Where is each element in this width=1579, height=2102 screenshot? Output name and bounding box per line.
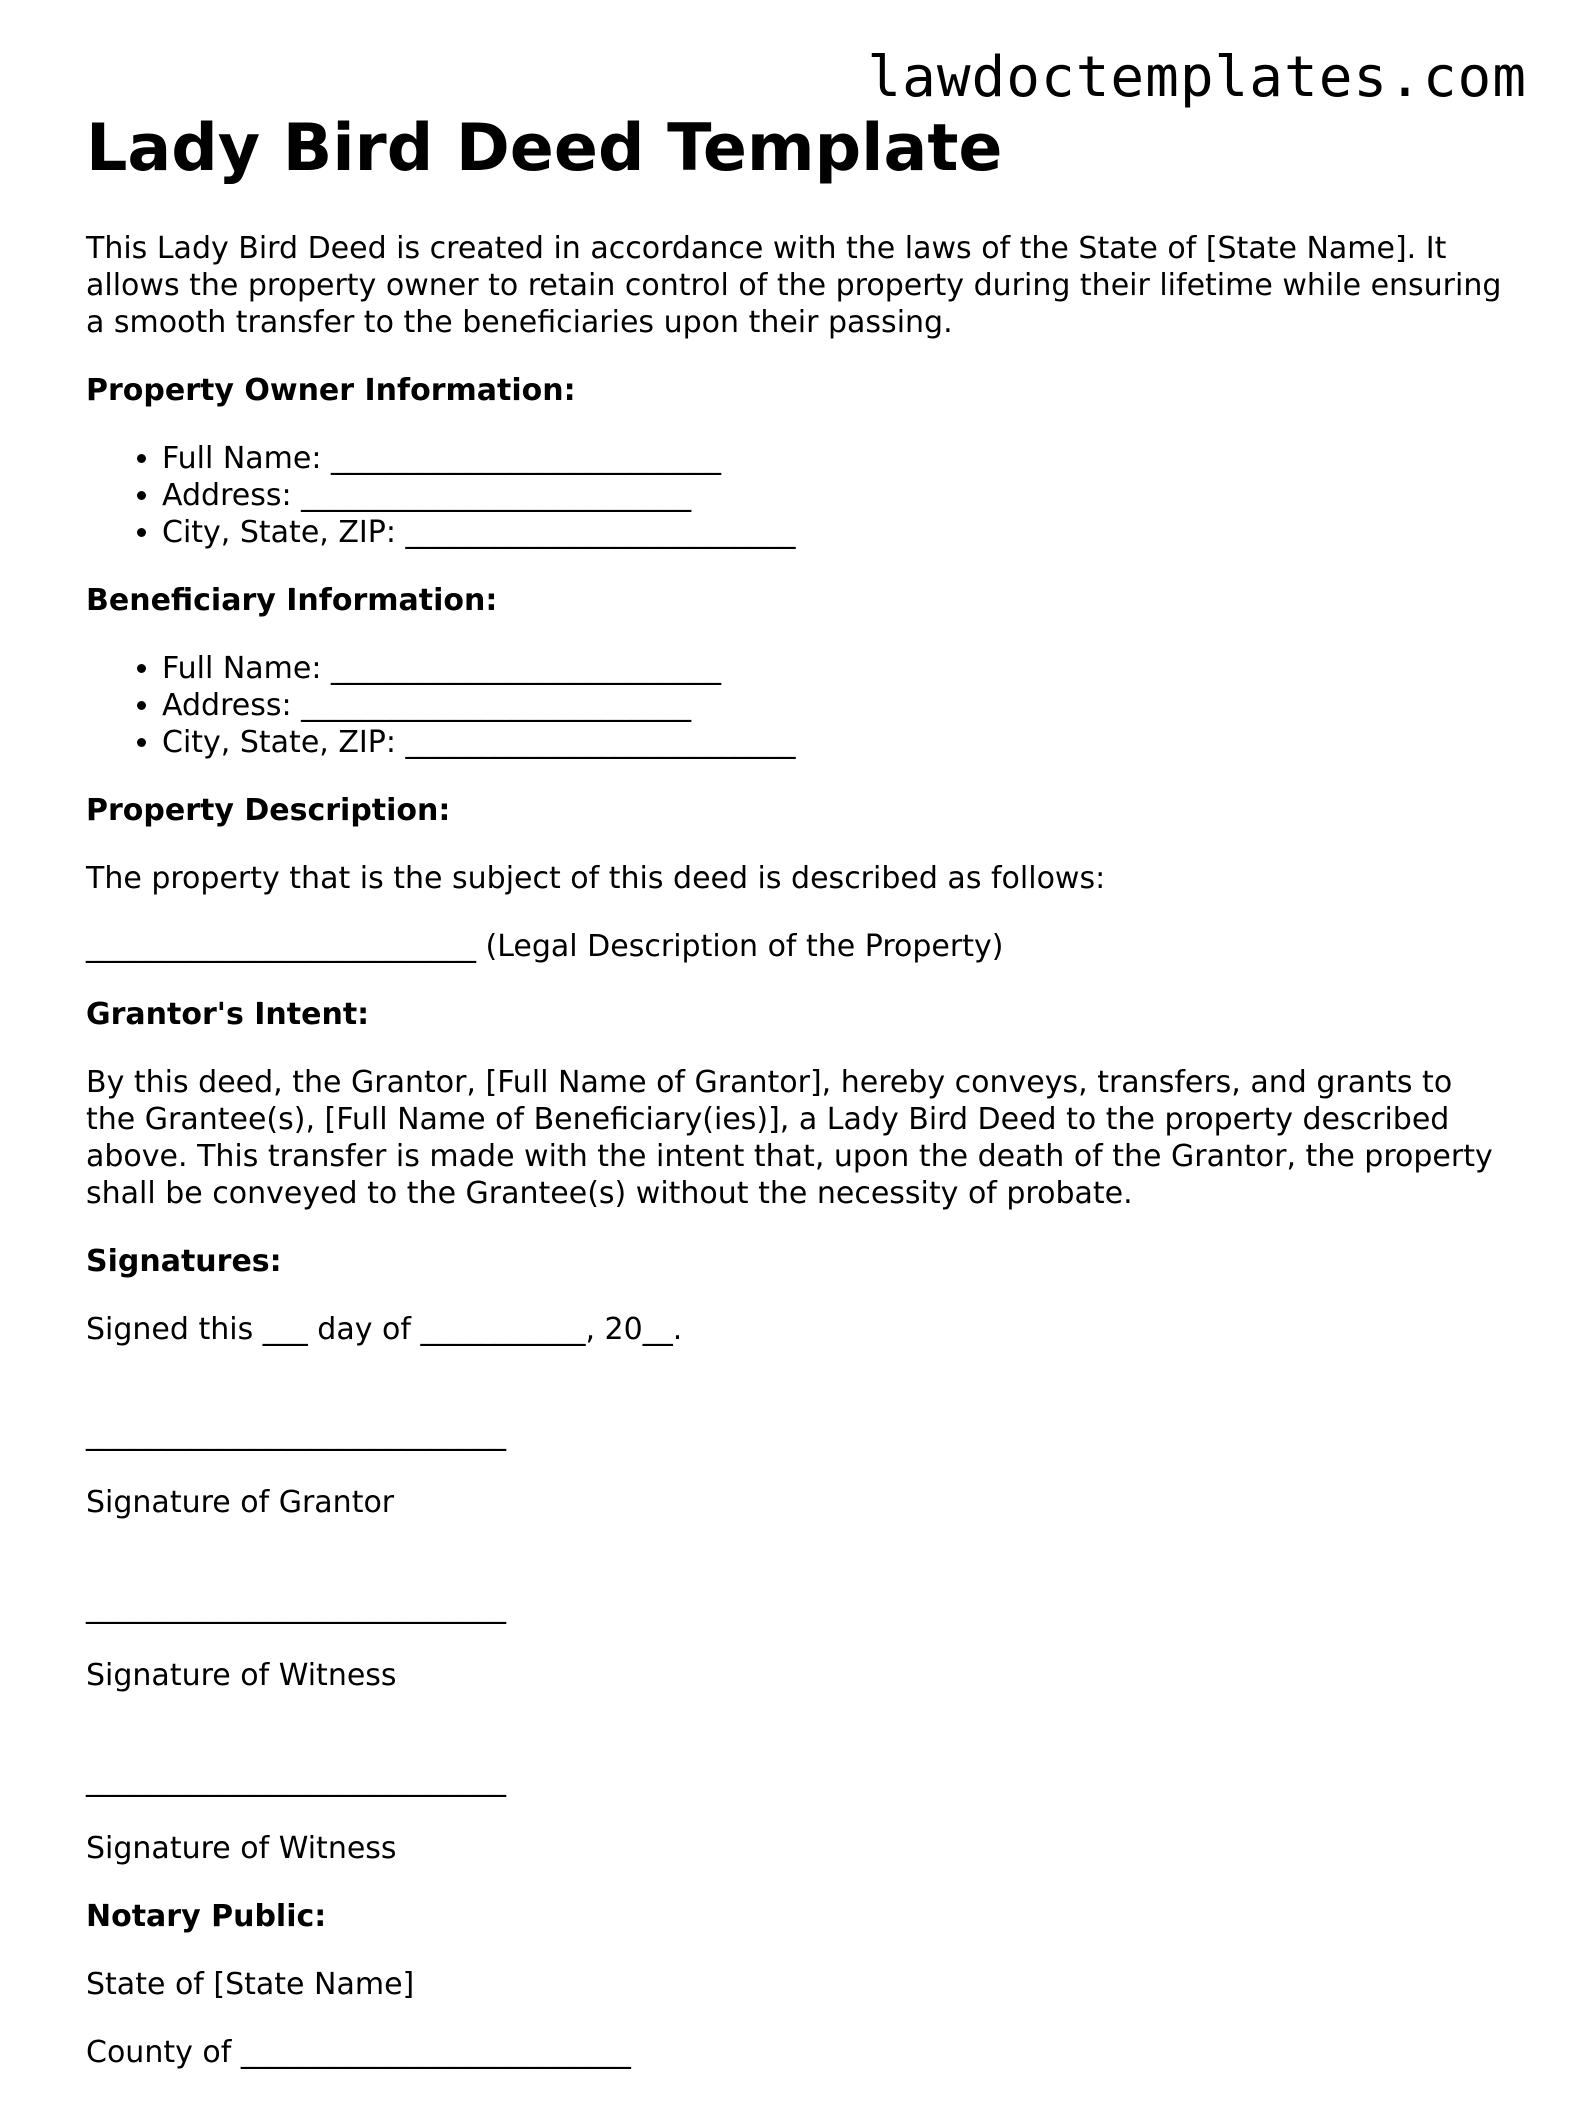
witness-1-signature-label: Signature of Witness: [86, 1658, 397, 1693]
signatures-heading: Signatures:: [86, 1244, 282, 1279]
property-text: The property that is the subject of this deed is described as follows:: [86, 861, 1106, 896]
grantor-signature-line: ____________________________: [86, 1417, 506, 1452]
signed-date-line: Signed this ___ day of ___________, 20__.: [86, 1312, 683, 1347]
witness-1-signature-line: ____________________________: [86, 1590, 506, 1625]
intent-heading: Grantor's Intent:: [86, 997, 370, 1032]
site-watermark: lawdoctemplates.com: [867, 45, 1527, 110]
owner-city-state-zip: • City, State, ZIP: __________________________: [162, 514, 1506, 551]
beneficiary-heading: Beneficiary Information:: [86, 583, 498, 618]
page-title: Lady Bird Deed Template: [86, 111, 1003, 186]
intro-paragraph: This Lady Bird Deed is created in accordance with the laws of the State of [State Name]. It allows the property owner to retain control of the property during their lifetime while ensuring a smooth transfer to the beneficiaries upon their passing.: [86, 231, 1502, 340]
owner-heading: Property Owner Information:: [86, 373, 576, 408]
notary-county: County of __________________________: [86, 2035, 631, 2070]
document-body: [86, 110, 1506, 2102]
witness-2-signature-line: ____________________________: [86, 1763, 506, 1798]
owner-address: • Address: __________________________: [162, 477, 1506, 514]
owner-info-list: [86, 440, 1506, 551]
beneficiary-address: • Address: __________________________: [162, 687, 1506, 724]
intent-text: By this deed, the Grantor, [Full Name of Grantor], hereby conveys, transfers, and grants to the Grantee(s), [Full Name of Beneficiary(ies)], a Lady Bird Deed to the property described above. This transfer is made with the intent that, upon the death of the Grantor, the property shall be conveyed to the Grantee(s) without the necessity of probate.: [86, 1065, 1493, 1211]
legal-description-line: __________________________ (Legal Description of the Property): [86, 929, 1004, 964]
beneficiary-full-name: • Full Name: __________________________: [162, 650, 1506, 687]
notary-heading: Notary Public:: [86, 1899, 327, 1934]
beneficiary-city-state-zip: • City, State, ZIP: __________________________: [162, 724, 1506, 761]
property-heading: Property Description:: [86, 793, 451, 828]
witness-2-signature-label: Signature of Witness: [86, 1831, 397, 1866]
beneficiary-info-list: [86, 650, 1506, 761]
notary-state: State of [State Name]: [86, 1967, 415, 2002]
grantor-signature-label: Signature of Grantor: [86, 1485, 395, 1520]
owner-full-name: • Full Name: __________________________: [162, 440, 1506, 477]
